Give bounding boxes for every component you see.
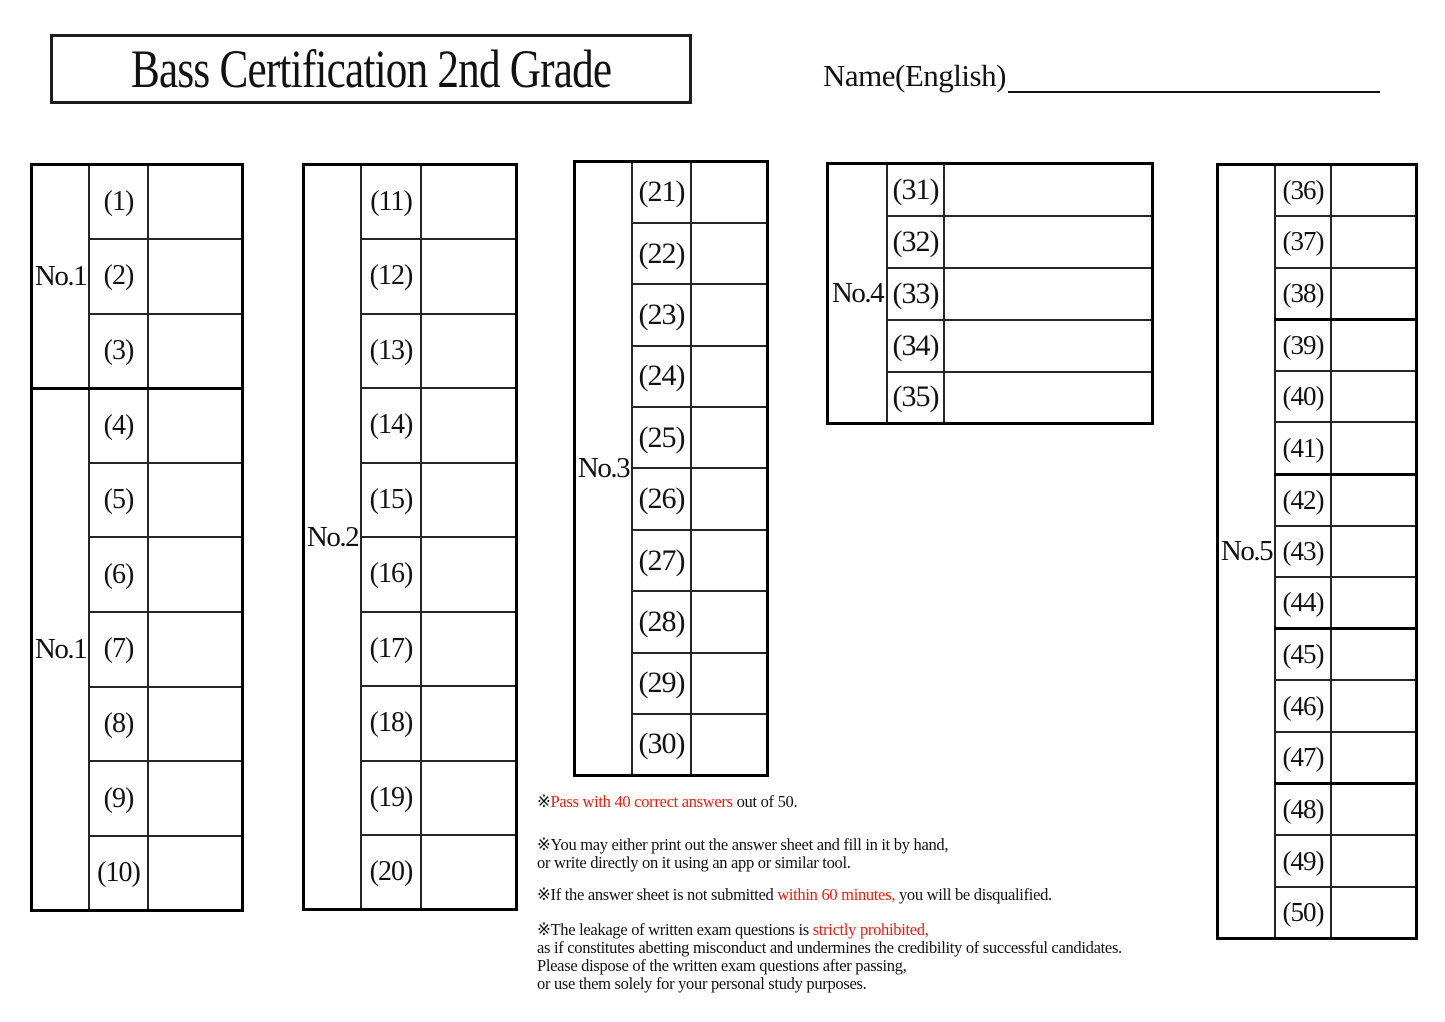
answer-table-no5 (1216, 163, 1418, 940)
answer-cell-18[interactable] (421, 686, 517, 761)
question-number-cell: (35) (887, 372, 944, 424)
answer-cell-32[interactable] (944, 216, 1153, 268)
answer-cell-50[interactable] (1331, 887, 1417, 939)
note-text: Please dispose of the written exam questions after passing, (537, 956, 907, 975)
answer-cell-35[interactable] (944, 372, 1153, 424)
answer-cell-14[interactable] (421, 388, 517, 463)
answer-cell-29[interactable] (691, 653, 768, 714)
answer-cell-26[interactable] (691, 468, 768, 529)
question-number-cell: (39) (1275, 319, 1331, 371)
question-number-cell: (42) (1275, 474, 1331, 526)
answer-cell-34[interactable] (944, 320, 1153, 372)
answer-cell-38[interactable] (1331, 268, 1417, 320)
note-text: as if constitutes abetting misconduct and undermines the credibility of successful candidates. (537, 938, 1122, 957)
question-number-cell: (10) (89, 836, 148, 911)
answer-cell-8[interactable] (148, 687, 243, 762)
question-number-cell: (19) (361, 761, 421, 836)
note-line (537, 975, 1207, 993)
question-number-cell: (9) (89, 761, 148, 836)
note-paragraph (537, 793, 1207, 811)
answer-cell-22[interactable] (691, 223, 768, 284)
question-number-cell: (5) (89, 463, 148, 538)
name-input-line[interactable] (1008, 91, 1380, 93)
question-number-cell: (7) (89, 612, 148, 687)
note-line (537, 957, 1207, 975)
name-field (823, 58, 1380, 94)
answer-cell-13[interactable] (421, 314, 517, 389)
question-number-cell: (4) (89, 388, 148, 463)
question-number-cell: (27) (632, 530, 691, 591)
question-number-cell: (40) (1275, 371, 1331, 423)
question-number-cell: (31) (887, 164, 944, 216)
answer-cell-41[interactable] (1331, 422, 1417, 474)
answer-cell-5[interactable] (148, 463, 243, 538)
answer-cell-24[interactable] (691, 346, 768, 407)
note-paragraph (537, 886, 1207, 904)
note-line (537, 793, 1207, 811)
question-number-cell: (50) (1275, 887, 1331, 939)
title-box (50, 34, 692, 104)
question-number-cell: (12) (361, 239, 421, 314)
table-label: No.1 (32, 165, 90, 389)
question-number-cell: (1) (89, 165, 148, 240)
answer-cell-46[interactable] (1331, 680, 1417, 732)
answer-cell-20[interactable] (421, 835, 517, 910)
note-highlight: strictly prohibited, (812, 920, 929, 939)
question-number-cell: (30) (632, 714, 691, 775)
note-paragraph (537, 836, 1207, 872)
answer-cell-12[interactable] (421, 239, 517, 314)
question-number-cell: (29) (632, 653, 691, 714)
question-number-cell: (20) (361, 835, 421, 910)
question-number-cell: (28) (632, 591, 691, 652)
answer-cell-49[interactable] (1331, 835, 1417, 887)
answer-cell-37[interactable] (1331, 216, 1417, 268)
answer-cell-39[interactable] (1331, 319, 1417, 371)
question-number-cell: (37) (1275, 216, 1331, 268)
question-number-cell: (43) (1275, 526, 1331, 578)
question-number-cell: (8) (89, 687, 148, 762)
question-number-cell: (3) (89, 314, 148, 389)
question-number-cell: (36) (1275, 165, 1331, 217)
question-number-cell: (38) (1275, 268, 1331, 320)
table-label: No.4 (828, 164, 888, 424)
answer-cell-45[interactable] (1331, 629, 1417, 681)
question-number-cell: (14) (361, 388, 421, 463)
note-line (537, 854, 1207, 872)
question-number-cell: (34) (887, 320, 944, 372)
table-label: No.3 (575, 162, 633, 776)
answer-cell-17[interactable] (421, 612, 517, 687)
question-number-cell: (44) (1275, 577, 1331, 629)
question-number-cell: (6) (89, 537, 148, 612)
answer-cell-3[interactable] (148, 314, 243, 389)
question-number-cell: (25) (632, 407, 691, 468)
note-text: or write directly on it using an app or similar tool. (537, 853, 851, 872)
note-paragraph (537, 921, 1207, 993)
question-number-cell: (26) (632, 468, 691, 529)
question-number-cell: (24) (632, 346, 691, 407)
answer-table-no4 (826, 162, 1154, 425)
question-number-cell: (41) (1275, 422, 1331, 474)
question-number-cell: (23) (632, 284, 691, 345)
answer-cell-47[interactable] (1331, 732, 1417, 784)
answer-cell-36[interactable] (1331, 165, 1417, 217)
answer-cell-42[interactable] (1331, 474, 1417, 526)
question-number-cell: (17) (361, 612, 421, 687)
question-number-cell: (11) (361, 165, 421, 240)
table-label: No.1 (32, 388, 90, 910)
answer-cell-23[interactable] (691, 284, 768, 345)
answer-table-no2 (302, 163, 518, 911)
answer-cell-43[interactable] (1331, 526, 1417, 578)
question-number-cell: (47) (1275, 732, 1331, 784)
note-text: ※If the answer sheet is not submitted (537, 885, 778, 904)
question-number-cell: (13) (361, 314, 421, 389)
question-number-cell: (32) (887, 216, 944, 268)
answer-cell-44[interactable] (1331, 577, 1417, 629)
question-number-cell: (16) (361, 537, 421, 612)
answer-cell-48[interactable] (1331, 784, 1417, 836)
note-line (537, 939, 1207, 957)
note-line (537, 921, 1207, 939)
answer-table-no3 (573, 160, 769, 777)
answer-cell-1[interactable] (148, 165, 243, 240)
note-highlight: Pass with 40 correct answers (550, 792, 733, 811)
answer-cell-40[interactable] (1331, 371, 1417, 423)
note-text: ※ (537, 792, 551, 811)
question-number-cell: (15) (361, 463, 421, 538)
answer-cell-4[interactable] (148, 388, 243, 463)
question-number-cell: (46) (1275, 680, 1331, 732)
answer-cell-21[interactable] (691, 162, 768, 223)
answer-cell-6[interactable] (148, 537, 243, 612)
table-label: No.5 (1218, 165, 1276, 939)
note-text: ※You may either print out the answer sheet and fill in it by hand, (537, 835, 949, 854)
question-number-cell: (21) (632, 162, 691, 223)
note-text: ※The leakage of written exam questions is (537, 920, 813, 939)
question-number-cell: (33) (887, 268, 944, 320)
note-line (537, 886, 1207, 904)
question-number-cell: (22) (632, 223, 691, 284)
question-number-cell: (48) (1275, 784, 1331, 836)
notes-section (537, 793, 1207, 993)
note-text: out of 50. (732, 792, 798, 811)
page-title: Bass Certification 2nd Grade (130, 39, 612, 99)
answer-cell-10[interactable] (148, 836, 243, 911)
table-label: No.2 (304, 165, 362, 910)
answer-cell-25[interactable] (691, 407, 768, 468)
question-number-cell: (2) (89, 239, 148, 314)
note-text: you will be disqualified. (895, 885, 1052, 904)
answer-cell-15[interactable] (421, 463, 517, 538)
answer-cell-11[interactable] (421, 165, 517, 240)
question-number-cell: (49) (1275, 835, 1331, 887)
question-number-cell: (45) (1275, 629, 1331, 681)
answer-table-no1 (30, 163, 244, 912)
answer-cell-31[interactable] (944, 164, 1153, 216)
answer-cell-9[interactable] (148, 761, 243, 836)
name-label: Name(English) (823, 58, 1006, 93)
answer-cell-28[interactable] (691, 591, 768, 652)
answer-cell-33[interactable] (944, 268, 1153, 320)
answer-cell-27[interactable] (691, 530, 768, 591)
answer-cell-16[interactable] (421, 537, 517, 612)
answer-cell-2[interactable] (148, 239, 243, 314)
answer-cell-30[interactable] (691, 714, 768, 775)
note-text: or use them solely for your personal study purposes. (537, 974, 867, 993)
question-number-cell: (18) (361, 686, 421, 761)
note-line (537, 836, 1207, 854)
answer-cell-19[interactable] (421, 761, 517, 836)
note-highlight: within 60 minutes, (777, 885, 896, 904)
answer-cell-7[interactable] (148, 612, 243, 687)
